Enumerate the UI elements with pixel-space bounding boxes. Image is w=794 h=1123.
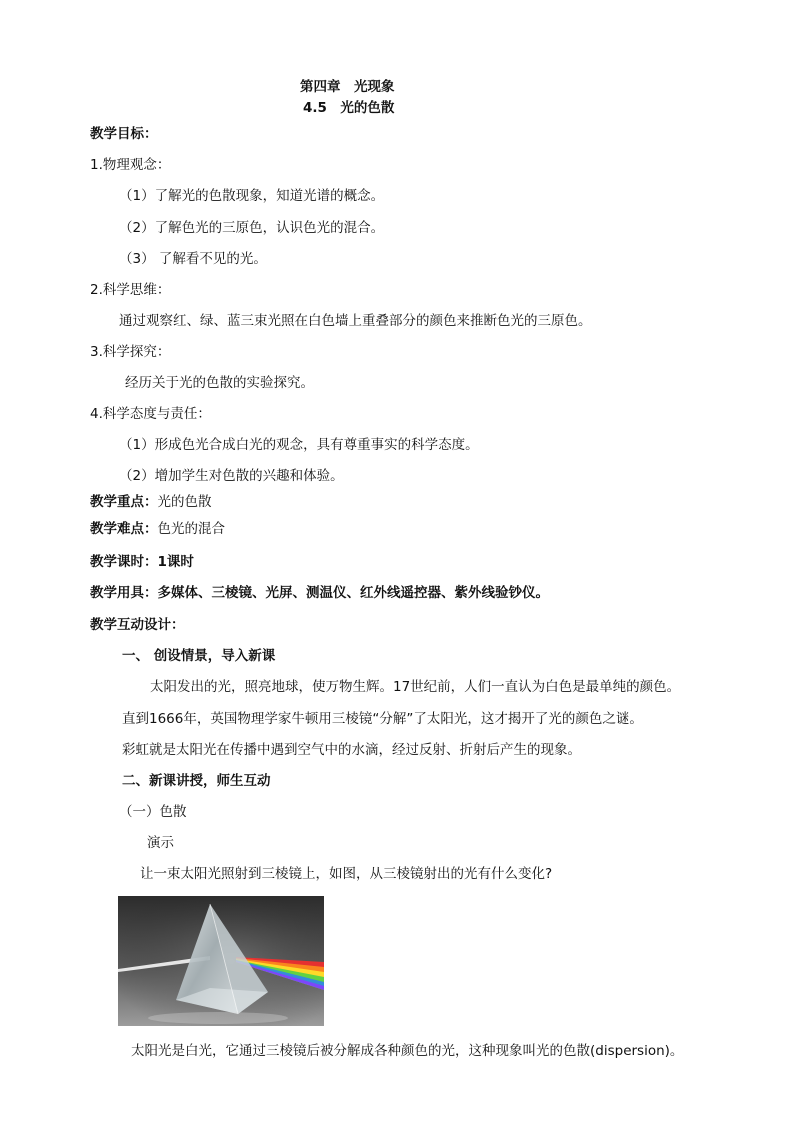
demo-label: 演示 <box>147 835 174 851</box>
objective-1-title: 1.物理观念： <box>90 157 171 173</box>
part2-subtitle: （一）色散 <box>119 804 187 820</box>
objective-4-item-1: （1）形成色光合成白光的观念，具有尊重事实的科学态度。 <box>119 437 479 453</box>
prism-illustration <box>118 896 324 1026</box>
objective-1-item-3: （3） 了解看不见的光。 <box>119 251 267 267</box>
teaching-tools-value: 多媒体、三棱镜、光屏、测温仪、红外线遥控器、紫外线验钞仪。 <box>157 585 549 601</box>
teaching-tools-label: 教学用具： <box>90 585 158 601</box>
demo-question: 让一束太阳光照射到三棱镜上，如图，从三棱镜射出的光有什么变化? <box>140 866 553 882</box>
class-hours-value: 1课时 <box>157 554 194 570</box>
class-hours-label: 教学课时： <box>90 554 158 570</box>
dispersion-conclusion: 太阳光是白光，它通过三棱镜后被分解成各种颜色的光，这种现象叫光的色散(dispersion)。 <box>131 1043 684 1059</box>
prism-dispersion-image <box>118 896 324 1026</box>
objective-2-title: 2.科学思维： <box>90 282 171 298</box>
key-point <box>90 493 212 511</box>
objective-3-title: 3.科学探究： <box>90 344 171 360</box>
difficulty <box>90 520 225 538</box>
key-point-label: 教学重点： <box>90 494 158 510</box>
key-point-value: 光的色散 <box>157 494 212 510</box>
part2-title: 二、新课讲授，师生互动 <box>122 773 271 789</box>
objective-4-item-2: （2）增加学生对色散的兴趣和体验。 <box>119 468 344 484</box>
teaching-tools <box>90 584 549 602</box>
objective-2-item-1: 通过观察红、绿、蓝三束光照在白色墙上重叠部分的颜色来推断色光的三原色。 <box>119 313 592 329</box>
section-title: 4.5 光的色散 <box>303 100 395 116</box>
class-hours <box>90 553 194 571</box>
part1-para-line-2: 直到1666年，英国物理学家牛顿用三棱镜“分解”了太阳光，这才揭开了光的颜色之谜。 <box>122 711 643 727</box>
objective-1-item-2: （2）了解色光的三原色，认识色光的混合。 <box>119 220 385 236</box>
objectives-heading: 教学目标： <box>90 126 158 142</box>
chapter-title: 第四章 光现象 <box>300 79 395 95</box>
objective-4-title: 4.科学态度与责任： <box>90 406 211 422</box>
design-heading: 教学互动设计： <box>90 617 185 633</box>
objective-1-item-1: （1）了解光的色散现象，知道光谱的概念。 <box>119 188 385 204</box>
difficulty-value: 色光的混合 <box>157 521 225 537</box>
part1-para-line-3: 彩虹就是太阳光在传播中遇到空气中的水滴，经过反射、折射后产生的现象。 <box>122 742 581 758</box>
difficulty-label: 教学难点： <box>90 521 158 537</box>
part1-para-line-1: 太阳发出的光，照亮地球，使万物生辉。17世纪前，人们一直认为白色是最单纯的颜色。 <box>150 679 681 695</box>
part1-title: 一、 创设情景，导入新课 <box>122 648 276 664</box>
objective-3-item-1: 经历关于光的色散的实验探究。 <box>125 375 314 391</box>
